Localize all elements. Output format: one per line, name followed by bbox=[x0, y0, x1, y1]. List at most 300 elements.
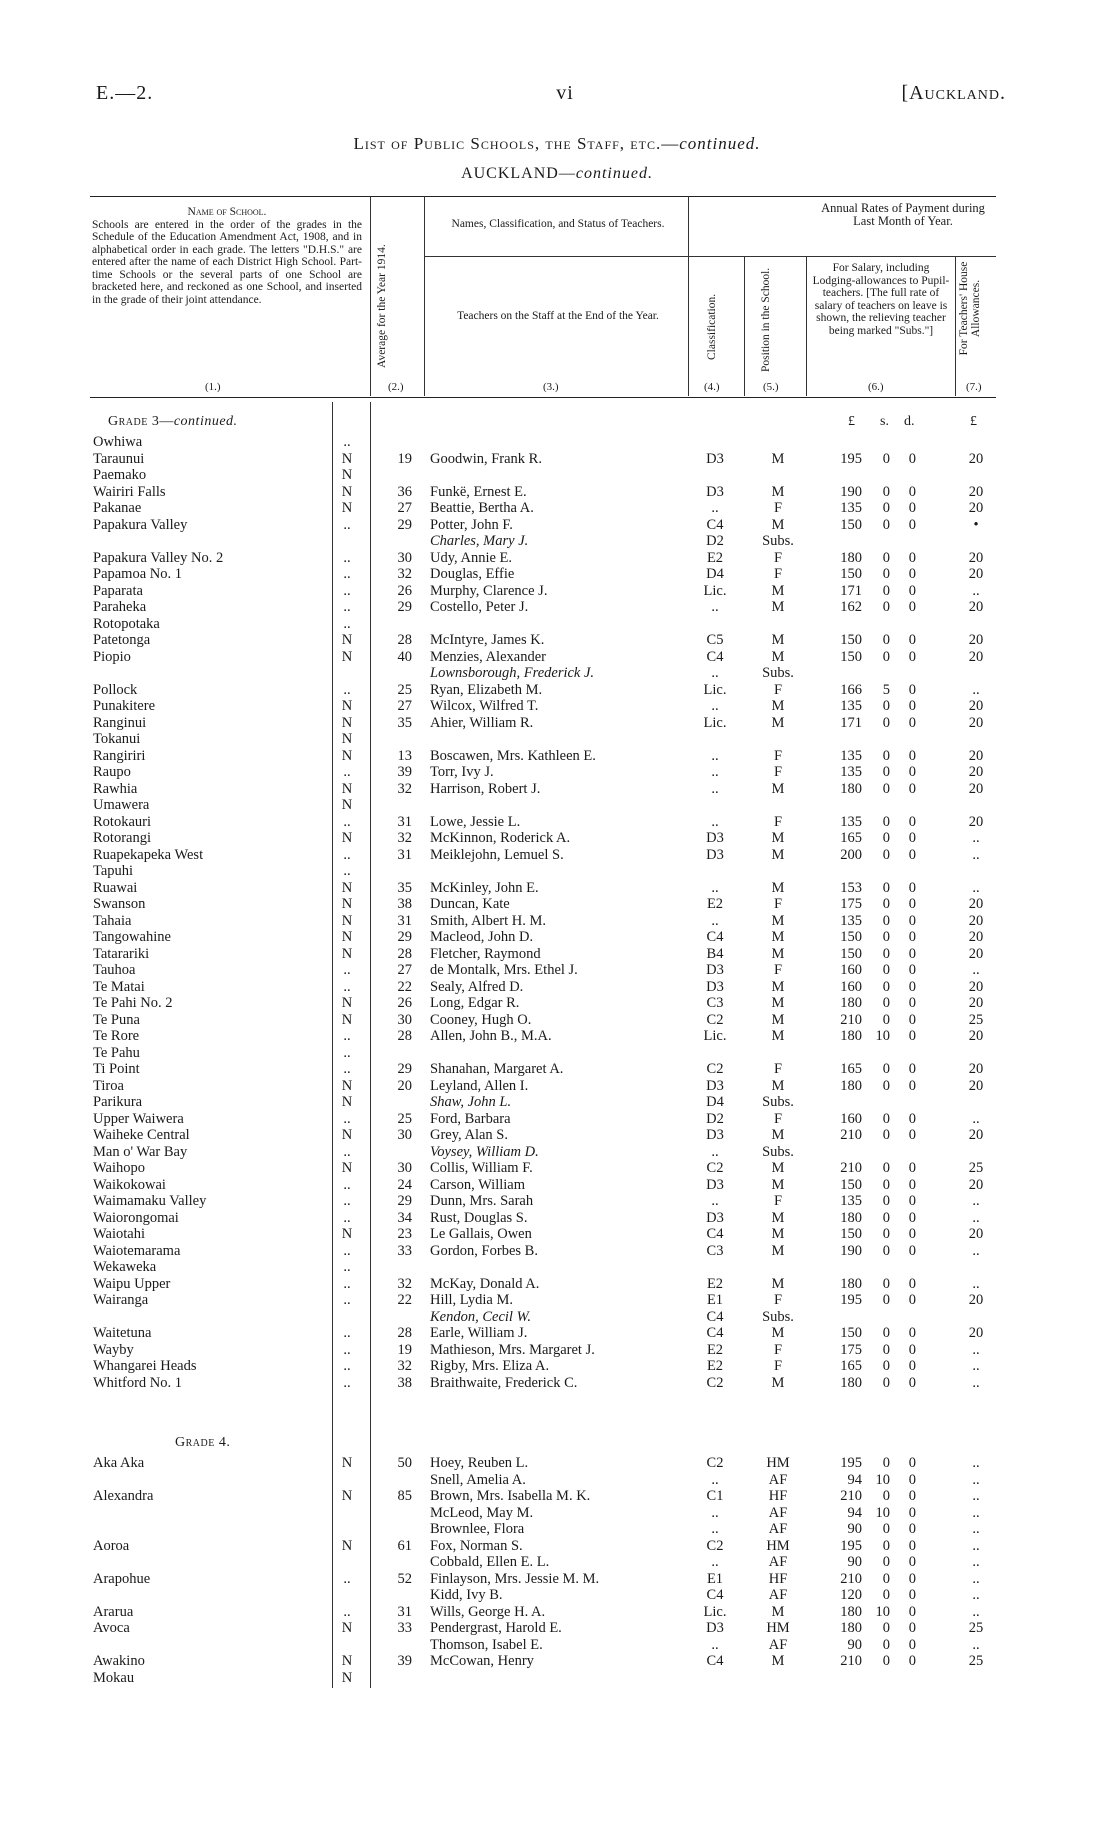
salary-shillings: 0 bbox=[882, 1077, 890, 1094]
salary-pounds: 195 bbox=[840, 1537, 862, 1554]
teacher-name: Lowe, Jessie L. bbox=[430, 813, 521, 830]
n-mark: .. bbox=[343, 582, 351, 599]
teacher-name: Finlayson, Mrs. Jessie M. M. bbox=[430, 1570, 600, 1587]
position: M bbox=[771, 1028, 785, 1044]
teacher-name: Beattie, Bertha A. bbox=[430, 500, 534, 516]
table-row bbox=[0, 1670, 1114, 1686]
salary-shillings: 0 bbox=[882, 780, 890, 797]
school-name: Tatarariki bbox=[93, 945, 150, 962]
table-row bbox=[0, 1505, 1114, 1521]
salary-shillings: 0 bbox=[882, 1653, 890, 1669]
n-mark: N bbox=[341, 632, 353, 648]
school-name: Te Matai bbox=[93, 978, 145, 995]
salary-pounds: 175 bbox=[840, 896, 862, 912]
table-row bbox=[0, 847, 1114, 863]
classification: C4 bbox=[706, 1308, 724, 1325]
teacher-name: Macleod, John D. bbox=[430, 929, 534, 945]
salary-shillings: 0 bbox=[882, 1636, 890, 1653]
page-subtitle bbox=[0, 165, 1114, 183]
position: M bbox=[771, 1242, 785, 1259]
salary-shillings: 0 bbox=[882, 1455, 890, 1471]
teacher-name: Hill, Lydia M. bbox=[430, 1292, 513, 1308]
name-column-title: Name of School. bbox=[187, 206, 267, 218]
average-attendance: 40 bbox=[397, 648, 412, 665]
house-allowance: 25 bbox=[968, 1160, 984, 1176]
unit-pence: d. bbox=[904, 414, 915, 429]
position: AF bbox=[768, 1554, 788, 1570]
divider bbox=[424, 196, 425, 396]
n-mark: N bbox=[341, 1077, 353, 1094]
average-column-header: Average for the Year 1914. bbox=[376, 244, 388, 368]
average-attendance: 39 bbox=[397, 1653, 412, 1669]
average-attendance: 34 bbox=[397, 1209, 412, 1226]
salary-pounds: 150 bbox=[840, 632, 862, 648]
school-name: Rawhia bbox=[93, 780, 138, 797]
n-mark: N bbox=[341, 731, 353, 747]
average-attendance: 26 bbox=[397, 995, 412, 1011]
col-num-3: (3.) bbox=[543, 381, 559, 393]
n-mark: N bbox=[341, 500, 353, 516]
school-name: Aka Aka bbox=[93, 1455, 145, 1471]
salary-pence: 0 bbox=[908, 1636, 916, 1653]
house-allowance: 20 bbox=[968, 714, 984, 731]
school-name: Upper Waiwera bbox=[93, 1110, 184, 1127]
teacher-name: Udy, Annie E. bbox=[430, 549, 513, 566]
salary-shillings: 0 bbox=[882, 978, 890, 995]
school-name: Rotopotaka bbox=[93, 615, 160, 632]
position: HF bbox=[768, 1488, 788, 1504]
average-attendance: 30 bbox=[397, 549, 412, 566]
teacher-name: Duncan, Kate bbox=[430, 896, 510, 912]
house-allowance: 20 bbox=[968, 483, 984, 500]
n-mark: N bbox=[341, 747, 353, 764]
salary-pounds: 150 bbox=[840, 929, 862, 945]
salary-pence: 0 bbox=[908, 1620, 916, 1636]
classification: .. bbox=[711, 764, 719, 780]
school-name: Tahaia bbox=[93, 912, 132, 929]
house-allowance: 20 bbox=[968, 995, 984, 1011]
school-name: Taraunui bbox=[93, 450, 145, 467]
table-row bbox=[0, 583, 1114, 599]
teacher-name: Carson, William bbox=[430, 1176, 526, 1193]
teacher-name: Long, Edgar R. bbox=[430, 995, 520, 1011]
salary-pence: 0 bbox=[908, 483, 916, 500]
average-attendance: 22 bbox=[397, 1292, 412, 1308]
table-row bbox=[0, 1358, 1114, 1374]
position: F bbox=[773, 813, 783, 830]
teacher-name: Leyland, Allen I. bbox=[430, 1077, 529, 1094]
school-name: Awakino bbox=[93, 1653, 145, 1669]
school-name: Ranginui bbox=[93, 714, 147, 731]
classification: D3 bbox=[706, 846, 724, 863]
teacher-name: Sealy, Alfred D. bbox=[430, 978, 524, 995]
school-name: Tiroa bbox=[93, 1077, 124, 1094]
average-attendance: 30 bbox=[397, 1127, 412, 1143]
salary-pounds: 150 bbox=[840, 566, 862, 582]
salary-shillings: 10 bbox=[875, 1471, 890, 1488]
position: Subs. bbox=[762, 665, 794, 681]
position: F bbox=[773, 747, 783, 764]
n-mark: N bbox=[341, 879, 353, 896]
salary-shillings: 0 bbox=[882, 648, 890, 665]
table-row bbox=[0, 715, 1114, 731]
salary-pence: 0 bbox=[908, 566, 916, 582]
salary-pounds: 171 bbox=[840, 714, 862, 731]
salary-pounds: 165 bbox=[840, 1358, 862, 1374]
table-row bbox=[0, 1243, 1114, 1259]
salary-pounds: 180 bbox=[840, 780, 862, 797]
table-row bbox=[0, 484, 1114, 500]
salary-pence: 0 bbox=[908, 1176, 916, 1193]
school-name: Wayby bbox=[93, 1341, 134, 1358]
average-attendance: 28 bbox=[397, 1028, 412, 1044]
school-name: Papakura Valley bbox=[93, 516, 188, 533]
classification: Lic. bbox=[703, 1028, 727, 1044]
salary-shillings: 0 bbox=[882, 1292, 890, 1308]
salary-shillings: 0 bbox=[882, 1587, 890, 1603]
n-mark: N bbox=[341, 648, 353, 665]
table-row bbox=[0, 1177, 1114, 1193]
classification: .. bbox=[711, 698, 719, 714]
average-attendance: 31 bbox=[397, 846, 412, 863]
salary-shillings: 0 bbox=[882, 879, 890, 896]
salary-shillings: 0 bbox=[882, 549, 890, 566]
table-row bbox=[0, 1571, 1114, 1587]
school-name: Te Rore bbox=[93, 1028, 140, 1044]
house-allowance: .. bbox=[972, 1570, 980, 1587]
salary-pounds: 165 bbox=[840, 830, 862, 846]
table-row bbox=[0, 1160, 1114, 1176]
average-attendance: 50 bbox=[397, 1455, 412, 1471]
table-row bbox=[0, 1455, 1114, 1471]
n-mark: .. bbox=[343, 615, 351, 632]
table-row bbox=[0, 1521, 1114, 1537]
classification: D3 bbox=[706, 962, 724, 978]
school-name: Papakura Valley No. 2 bbox=[93, 549, 224, 566]
average-attendance: 35 bbox=[397, 879, 412, 896]
salary-pence: 0 bbox=[908, 945, 916, 962]
position: Subs. bbox=[762, 1308, 794, 1325]
n-mark: .. bbox=[343, 1358, 351, 1374]
teacher-name: Earle, William J. bbox=[430, 1325, 528, 1341]
school-name: Swanson bbox=[93, 896, 146, 912]
position: M bbox=[771, 879, 785, 896]
salary-pence: 0 bbox=[908, 1110, 916, 1127]
salary-pence: 0 bbox=[908, 698, 916, 714]
salary-pence: 0 bbox=[908, 1226, 916, 1242]
table-row bbox=[0, 781, 1114, 797]
salary-pence: 0 bbox=[908, 1325, 916, 1341]
salary-shillings: 0 bbox=[882, 632, 890, 648]
school-name: Ruapekapeka West bbox=[93, 846, 204, 863]
average-attendance: 30 bbox=[397, 1011, 412, 1028]
position: M bbox=[771, 1176, 785, 1193]
classification: E2 bbox=[706, 549, 724, 566]
salary-pence: 0 bbox=[908, 1061, 916, 1077]
table-row bbox=[0, 1309, 1114, 1325]
salary-pence: 0 bbox=[908, 500, 916, 516]
n-mark: .. bbox=[343, 1292, 351, 1308]
classification: C4 bbox=[706, 516, 724, 533]
teacher-name: Fox, Norman S. bbox=[430, 1537, 523, 1554]
average-attendance: 35 bbox=[397, 714, 412, 731]
table-row bbox=[0, 1375, 1114, 1391]
teacher-name: Murphy, Clarence J. bbox=[430, 582, 548, 599]
divider bbox=[688, 196, 689, 396]
salary-pounds: 210 bbox=[840, 1570, 862, 1587]
average-attendance: 38 bbox=[397, 1374, 412, 1391]
average-attendance: 31 bbox=[397, 813, 412, 830]
school-name: Arapohue bbox=[93, 1570, 151, 1587]
n-mark: N bbox=[341, 945, 353, 962]
table-row bbox=[0, 1111, 1114, 1127]
average-attendance: 32 bbox=[397, 1275, 412, 1292]
teacher-name: Goodwin, Frank R. bbox=[430, 450, 542, 467]
school-name: Owhiwa bbox=[93, 434, 143, 450]
position: AF bbox=[768, 1504, 788, 1521]
salary-shillings: 0 bbox=[882, 1176, 890, 1193]
salary-pence: 0 bbox=[908, 1209, 916, 1226]
classification: D2 bbox=[706, 533, 724, 549]
average-attendance: 52 bbox=[397, 1570, 412, 1587]
teacher-name: Braithwaite, Frederick C. bbox=[430, 1374, 578, 1391]
salary-pounds: 160 bbox=[840, 962, 862, 978]
n-mark: N bbox=[341, 467, 353, 483]
salary-shillings: 0 bbox=[882, 945, 890, 962]
salary-pounds: 150 bbox=[840, 945, 862, 962]
house-allowance: .. bbox=[972, 1636, 980, 1653]
classification: .. bbox=[711, 1554, 719, 1570]
salary-pence: 0 bbox=[908, 516, 916, 533]
position: F bbox=[773, 1292, 783, 1308]
table-row bbox=[0, 665, 1114, 681]
salary-shillings: 0 bbox=[882, 1537, 890, 1554]
classification: Lic. bbox=[703, 582, 727, 599]
teacher-name: Ford, Barbara bbox=[430, 1110, 511, 1127]
average-attendance: 29 bbox=[397, 929, 412, 945]
classification: D4 bbox=[706, 1094, 724, 1110]
salary-pounds: 150 bbox=[840, 1226, 862, 1242]
salary-shillings: 0 bbox=[882, 747, 890, 764]
position: F bbox=[773, 549, 783, 566]
n-mark: N bbox=[341, 698, 353, 714]
n-mark: N bbox=[341, 1653, 353, 1669]
salary-pence: 0 bbox=[908, 1193, 916, 1209]
table-row bbox=[0, 880, 1114, 896]
house-allowance: 20 bbox=[968, 764, 984, 780]
average-attendance: 31 bbox=[397, 1603, 412, 1620]
salary-shillings: 0 bbox=[882, 929, 890, 945]
classification: C4 bbox=[706, 1653, 724, 1669]
position-column-header: Position in the School. bbox=[760, 267, 772, 372]
classification: E2 bbox=[706, 1358, 724, 1374]
salary-shillings: 0 bbox=[882, 962, 890, 978]
page-number: vi bbox=[556, 82, 574, 104]
salary-shillings: 0 bbox=[882, 483, 890, 500]
school-name: Te Pahi No. 2 bbox=[93, 995, 173, 1011]
teacher-name: Cobbald, Ellen E. L. bbox=[430, 1554, 550, 1570]
classification: .. bbox=[711, 1193, 719, 1209]
col-num-6: (6.) bbox=[868, 381, 884, 393]
salary-pounds: 162 bbox=[840, 599, 862, 615]
col-num-4: (4.) bbox=[704, 381, 720, 393]
average-attendance: 36 bbox=[397, 483, 412, 500]
classification: C1 bbox=[706, 1488, 724, 1504]
house-allowance: .. bbox=[972, 879, 980, 896]
salary-pence: 0 bbox=[908, 1521, 916, 1537]
salary-shillings: 0 bbox=[882, 1193, 890, 1209]
teacher-name: Shanahan, Margaret A. bbox=[430, 1061, 564, 1077]
n-mark: N bbox=[341, 896, 353, 912]
salary-pence: 0 bbox=[908, 995, 916, 1011]
salary-pence: 0 bbox=[908, 962, 916, 978]
table-row bbox=[0, 929, 1114, 945]
salary-shillings: 0 bbox=[882, 1275, 890, 1292]
table-row bbox=[0, 995, 1114, 1011]
house-allowance: .. bbox=[972, 1471, 980, 1488]
teacher-name: Kidd, Ivy B. bbox=[430, 1587, 503, 1603]
salary-shillings: 0 bbox=[882, 1620, 890, 1636]
classification: D3 bbox=[706, 1176, 724, 1193]
table-row bbox=[0, 1193, 1114, 1209]
salary-column-header: For Salary, including Lodging-allowances to Pupil-teachers. [The full rate of salary of teachers on leave is shown, the relieving teacher being marked "Subs."] bbox=[812, 262, 950, 337]
divider bbox=[806, 256, 807, 396]
position: M bbox=[771, 780, 785, 797]
position: M bbox=[771, 1077, 785, 1094]
salary-pounds: 150 bbox=[840, 516, 862, 533]
salary-shillings: 0 bbox=[882, 1325, 890, 1341]
average-attendance: 30 bbox=[397, 1160, 412, 1176]
table-row bbox=[0, 814, 1114, 830]
classification: .. bbox=[711, 1636, 719, 1653]
average-attendance: 29 bbox=[397, 599, 412, 615]
n-mark: .. bbox=[343, 1044, 351, 1061]
table-row bbox=[0, 764, 1114, 780]
house-allowance: 20 bbox=[968, 549, 984, 566]
classification: C4 bbox=[706, 648, 724, 665]
table-row bbox=[0, 1554, 1114, 1570]
position: F bbox=[773, 566, 783, 582]
classification: .. bbox=[711, 1504, 719, 1521]
school-name: Paparata bbox=[93, 582, 143, 599]
salary-pence: 0 bbox=[908, 1504, 916, 1521]
salary-shillings: 0 bbox=[882, 599, 890, 615]
n-mark: N bbox=[341, 1620, 353, 1636]
classification: E1 bbox=[706, 1570, 724, 1587]
house-allowance: 20 bbox=[968, 1028, 984, 1044]
house-allowance: 20 bbox=[968, 780, 984, 797]
salary-shillings: 0 bbox=[882, 1011, 890, 1028]
salary-pence: 0 bbox=[908, 929, 916, 945]
salary-shillings: 0 bbox=[882, 1488, 890, 1504]
classification: .. bbox=[711, 1143, 719, 1160]
teacher-name: Thomson, Isabel E. bbox=[430, 1636, 543, 1653]
n-mark: .. bbox=[343, 1242, 351, 1259]
salary-shillings: 0 bbox=[882, 1061, 890, 1077]
position: Subs. bbox=[762, 1143, 794, 1160]
classification: C4 bbox=[706, 1226, 724, 1242]
school-name: Waiotemarama bbox=[93, 1242, 181, 1259]
grade4-heading: Grade 4. bbox=[175, 1435, 231, 1450]
salary-shillings: 0 bbox=[882, 582, 890, 599]
house-allowance: .. bbox=[972, 1209, 980, 1226]
n-mark: N bbox=[341, 830, 353, 846]
salary-shillings: 0 bbox=[882, 714, 890, 731]
salary-pence: 0 bbox=[908, 1653, 916, 1669]
house-allowance: 20 bbox=[968, 896, 984, 912]
table-row bbox=[0, 1325, 1114, 1341]
school-name: Te Puna bbox=[93, 1011, 140, 1028]
salary-pounds: 180 bbox=[840, 1209, 862, 1226]
school-name: Waimamaku Valley bbox=[93, 1193, 207, 1209]
position: HM bbox=[766, 1620, 790, 1636]
table-row bbox=[0, 830, 1114, 846]
salary-shillings: 0 bbox=[882, 764, 890, 780]
house-allowance: 20 bbox=[968, 599, 984, 615]
average-attendance: 28 bbox=[397, 632, 412, 648]
teacher-name: Le Gallais, Owen bbox=[430, 1226, 532, 1242]
divider bbox=[370, 196, 371, 396]
n-mark: N bbox=[341, 1669, 353, 1686]
school-name: Tokanui bbox=[93, 731, 141, 747]
classification: D3 bbox=[706, 978, 724, 995]
teacher-name: McLeod, May M. bbox=[430, 1504, 534, 1521]
salary-pence: 0 bbox=[908, 1242, 916, 1259]
house-allowance: 20 bbox=[968, 450, 984, 467]
school-name: Punakitere bbox=[93, 698, 156, 714]
table-row bbox=[0, 1620, 1114, 1636]
n-mark: .. bbox=[343, 434, 351, 450]
table-row bbox=[0, 533, 1114, 549]
position: M bbox=[771, 1160, 785, 1176]
table-row bbox=[0, 1653, 1114, 1669]
average-attendance: 32 bbox=[397, 566, 412, 582]
school-name: Whitford No. 1 bbox=[93, 1374, 182, 1391]
salary-pence: 0 bbox=[908, 450, 916, 467]
salary-pounds: 175 bbox=[840, 1341, 862, 1358]
salary-pence: 0 bbox=[908, 1077, 916, 1094]
position: M bbox=[771, 830, 785, 846]
classification: D3 bbox=[706, 830, 724, 846]
salary-pence: 0 bbox=[908, 846, 916, 863]
position: M bbox=[771, 648, 785, 665]
classification: D3 bbox=[706, 1620, 724, 1636]
name-column-desc: Schools are entered in the order of the grades in the Schedule of the Education Amendment Act, 1908, and in alphabetical order in each grade. The letters "D.H.S." are entered after the name of each District High School. Part-time Schools or the several parts of one School are bracketed here, and reckoned as one School, and inserted in the grade of their joint attendance. bbox=[92, 218, 362, 306]
classification: C4 bbox=[706, 929, 724, 945]
teacher-name: Kendon, Cecil W. bbox=[430, 1308, 531, 1325]
name-column-header bbox=[92, 206, 362, 306]
house-allowance: 20 bbox=[968, 648, 984, 665]
position: F bbox=[773, 1193, 783, 1209]
teacher-name: de Montalk, Mrs. Ethel J. bbox=[430, 962, 578, 978]
n-mark: .. bbox=[343, 1603, 351, 1620]
classification: C2 bbox=[706, 1455, 724, 1471]
house-allowance: 20 bbox=[968, 632, 984, 648]
classification: C2 bbox=[706, 1160, 724, 1176]
position: AF bbox=[768, 1587, 788, 1603]
salary-pence: 0 bbox=[908, 1275, 916, 1292]
teacher-name: McKay, Donald A. bbox=[430, 1275, 540, 1292]
salary-pounds: 180 bbox=[840, 1374, 862, 1391]
teacher-name: Potter, John F. bbox=[430, 516, 513, 533]
classification: Lic. bbox=[703, 681, 727, 698]
table-row bbox=[0, 979, 1114, 995]
house-allowance: .. bbox=[972, 1275, 980, 1292]
salary-pence: 0 bbox=[908, 681, 916, 698]
teacher-name: Wilcox, Wilfred T. bbox=[430, 698, 539, 714]
house-allowance: .. bbox=[972, 1537, 980, 1554]
salary-pounds: 180 bbox=[840, 1603, 862, 1620]
